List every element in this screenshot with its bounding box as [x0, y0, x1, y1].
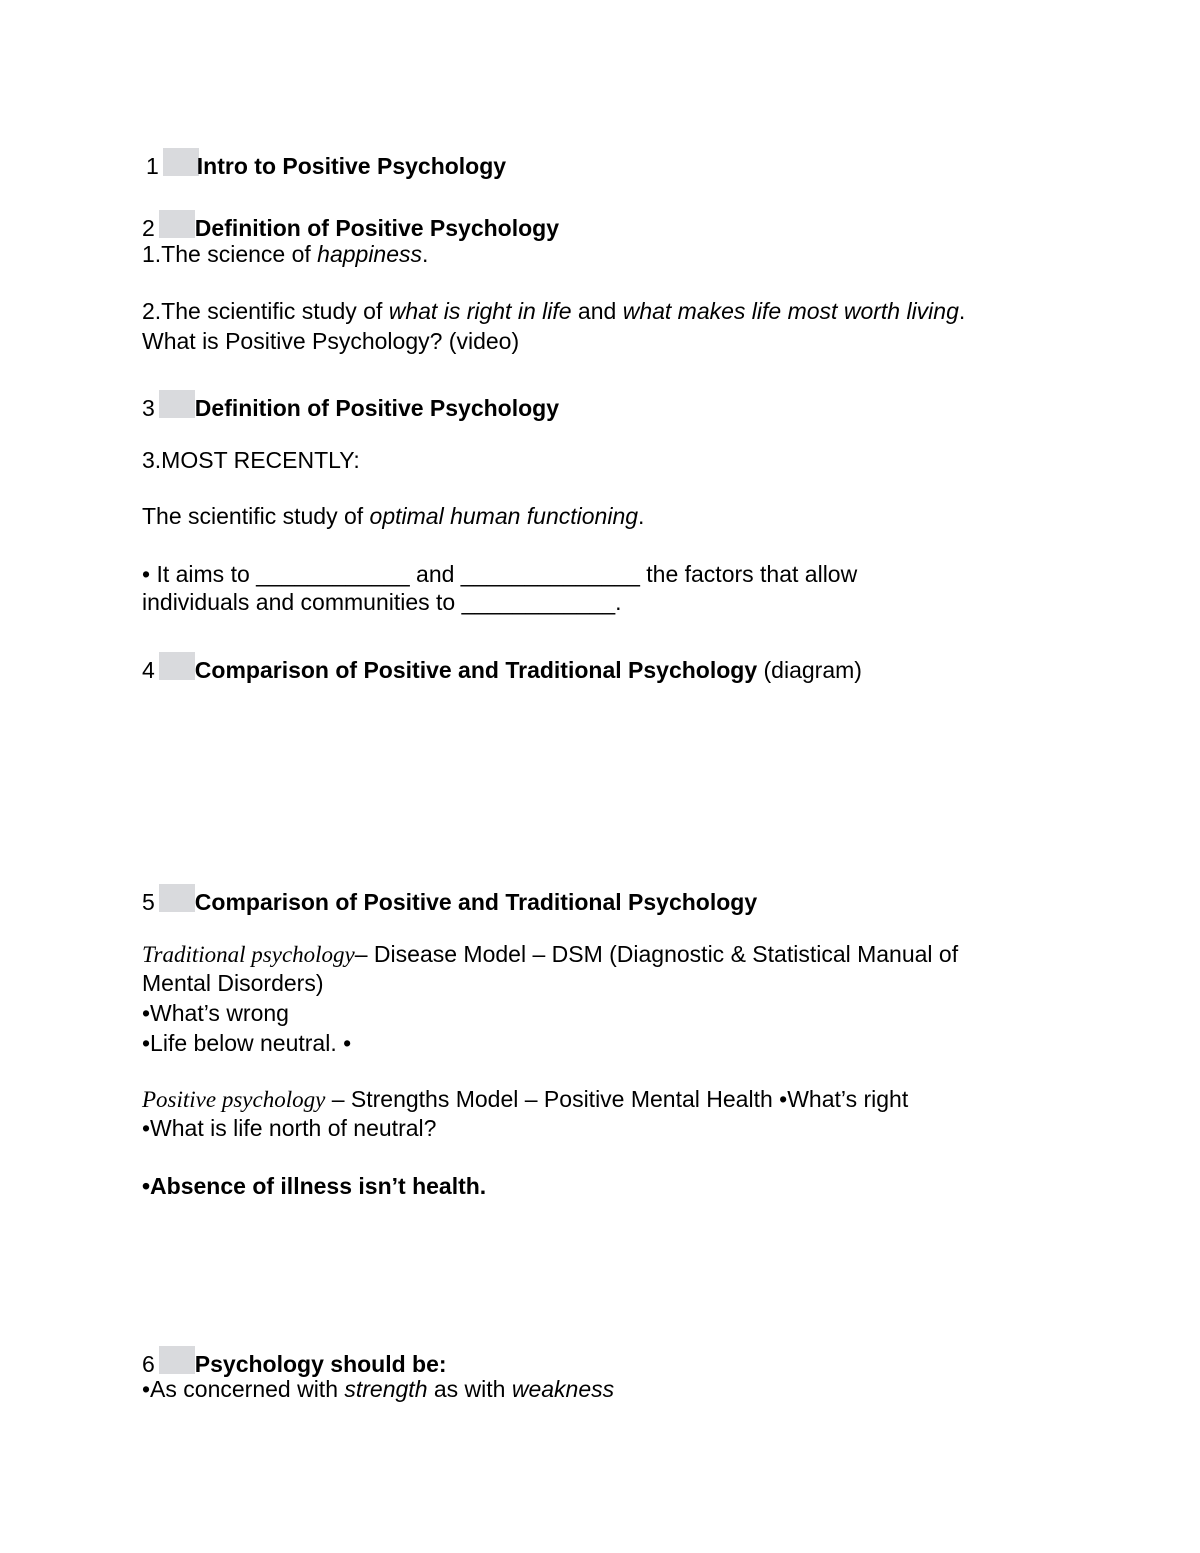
slide-5-heading [142, 884, 757, 916]
slide-title-suffix: (diagram) [763, 657, 862, 683]
whats-wrong: •What’s wrong [142, 1000, 289, 1026]
slide-thumbnail [159, 390, 195, 418]
strength-weakness [142, 1376, 614, 1403]
video-note: What is Positive Psychology? (video) [142, 328, 520, 354]
text: The scientific study of [142, 503, 370, 529]
text: •As concerned with [142, 1376, 345, 1402]
text: . [958, 298, 966, 324]
slide-number: 1 [146, 153, 159, 179]
slide-thumbnail [159, 884, 195, 912]
slide-title: Intro to Positive Psychology [196, 153, 507, 179]
text: 2.The scientific study of [142, 298, 389, 324]
text: and [571, 298, 623, 324]
definition-2 [142, 298, 965, 325]
slide-thumbnail [159, 652, 195, 680]
traditional-label: Traditional psychology [142, 942, 355, 967]
slide-number: 5 [142, 889, 155, 915]
positive-label: Positive psychology [142, 1087, 326, 1112]
traditional-line [142, 941, 958, 968]
slide-thumbnail [159, 210, 195, 238]
text: – Disease Model – DSM (Diagnostic & Statistical Manual of [354, 941, 959, 967]
absence-of-illness: •Absence of illness isn’t health. [142, 1173, 487, 1199]
slide-2-heading [142, 210, 559, 242]
slide-title: Comparison of Positive and Traditional Psychology [194, 889, 758, 915]
most-recently: 3.MOST RECENTLY: [142, 447, 360, 473]
emphasis: happiness [317, 241, 423, 267]
life-below-neutral: •Life below neutral. • [142, 1030, 352, 1056]
emphasis: weakness [511, 1376, 615, 1402]
slide-title: Definition of Positive Psychology [194, 215, 560, 241]
slide-number: 2 [142, 215, 155, 241]
slide-title: Comparison of Positive and Traditional Psychology [194, 657, 758, 683]
text: 1.The science of [142, 241, 318, 267]
north-of-neutral: •What is life north of neutral? [142, 1115, 437, 1141]
definition-3 [142, 503, 644, 530]
positive-line [142, 1086, 908, 1113]
text: as with [427, 1376, 512, 1402]
slide-number: 4 [142, 657, 155, 683]
slide-thumbnail [159, 1346, 195, 1374]
text: – Strengths Model – Positive Mental Health •What’s right [325, 1086, 909, 1112]
emphasis: strength [344, 1376, 428, 1402]
emphasis: what makes life most worth living [622, 298, 959, 324]
definition-1 [142, 241, 428, 268]
slide-thumbnail [163, 148, 199, 176]
slide-number: 6 [142, 1351, 155, 1377]
slide-1-heading [146, 148, 506, 180]
slide-title: Definition of Positive Psychology [194, 395, 560, 421]
emphasis: optimal human functioning [369, 503, 639, 529]
aims-line-2: individuals and communities to ____________. [142, 589, 622, 615]
text: . [422, 241, 429, 267]
slide-title: Psychology should be: [194, 1351, 447, 1377]
slide-number: 3 [142, 395, 155, 421]
text: . [638, 503, 645, 529]
emphasis: what is right in life [388, 298, 572, 324]
slide-6-heading [142, 1346, 447, 1378]
aims-line-1: • It aims to ____________ and ______________ the factors that allow [142, 561, 858, 587]
slide-4-heading [142, 652, 862, 684]
slide-3-heading [142, 390, 559, 422]
traditional-line-2: Mental Disorders) [142, 970, 324, 996]
